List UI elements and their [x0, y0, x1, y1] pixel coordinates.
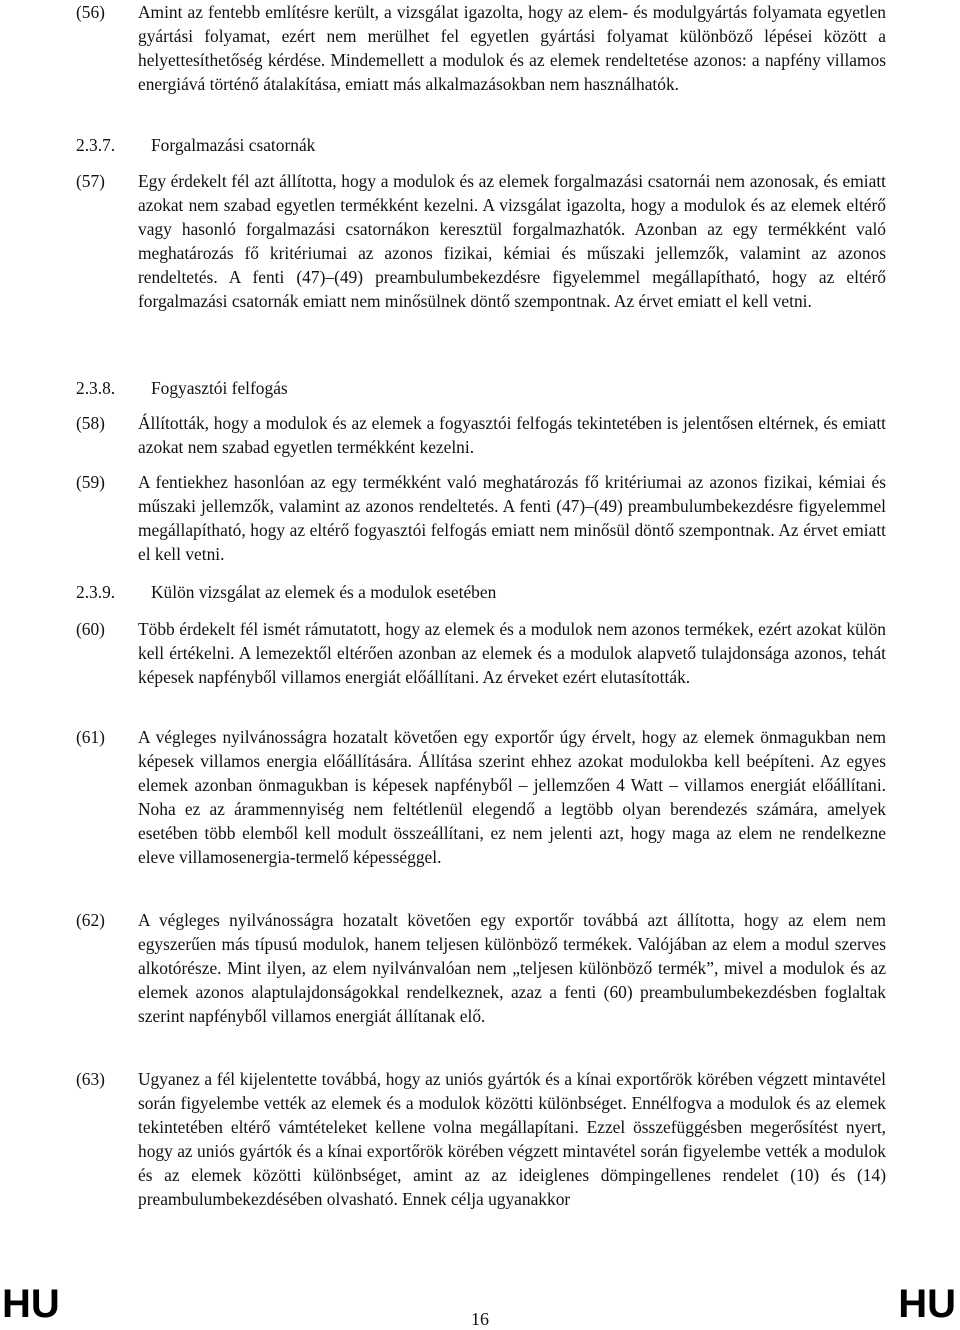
- section-heading-2-3-9: [76, 580, 886, 604]
- paragraph-56: [76, 0, 886, 96]
- section-title: Külön vizsgálat az elemek és a modulok esetében: [151, 582, 497, 602]
- section-title: Fogyasztói felfogás: [151, 378, 288, 398]
- section-heading-2-3-8: [76, 376, 886, 400]
- paragraph-61: [76, 725, 886, 869]
- paragraph-text: A végleges nyilvánosságra hozatalt követően egy exportőr továbbá azt állította, hogy az elem nem egyszerűen más típusú modulok, hanem teljesen különböző termékek. Valójában az elem a modul szerves alkotórésze. Mint ilyen, az elem nyilvánvalóan nem „teljesen különböző termék”, mivel a modulok és az elemek azonos alaptulajdonságokkal rendelkeznek, azaz a fenti (60) preambulumbekezdésben foglaltak szerint napfényből villamos energiát állítanak elő.: [138, 910, 886, 1026]
- paragraph-59: [76, 470, 886, 566]
- section-heading-2-3-7: [76, 133, 886, 157]
- paragraph-number: (59): [76, 472, 105, 492]
- paragraph-60: [76, 617, 886, 689]
- paragraph-63: [76, 1067, 886, 1211]
- section-number: 2.3.8.: [76, 378, 116, 398]
- paragraph-text: Egy érdekelt fél azt állította, hogy a modulok és az elemek forgalmazási csatornái nem azonosak, és emiatt azokat nem szabad egyetlen termékként kezelni. A vizsgálat igazolta, hogy a modulok és az elemek eltérő vagy hasonló forgalmazási csatornákon keresztül forgalmazhatók. Azonban az egy termékként való meghatározás fő kritériumai az azonos fizikai, kémiai és műszaki jellemzők, valamint az azonos rendeltetés. A fenti (47)–(49) preambulumbekezdésre figyelemmel megállapítható, hogy az eltérő forgalmazási csatornák emiatt nem minősülnek döntő szempontnak. Az érvet emiatt el kell vetni.: [138, 171, 886, 311]
- paragraph-text: Több érdekelt fél ismét rámutatott, hogy az elemek és a modulok nem azonos termékek, ezért azokat külön kell értékelni. A lemezektől eltérően azonban az elemek és a modulok alapvető tulajdonsága azonos, tehát képesek napfényből villamos energiát előállítani. Az érveket ezért elutasították.: [138, 619, 886, 687]
- paragraph-number: (61): [76, 727, 105, 747]
- paragraph-number: (60): [76, 619, 105, 639]
- paragraph-text: A fentiekhez hasonlóan az egy termékként való meghatározás fő kritériumai az azonos fizikai, kémiai és műszaki jellemzők, valamint az azonos rendeltetés. A fenti (47)–(49) preambulumbekezdésre figyelemmel megállapítható, hogy az eltérő fogyasztói felfogás emiatt nem minősül döntő szempontnak. Az érvet emiatt el kell vetni.: [138, 472, 886, 564]
- paragraph-text: Amint az fentebb említésre került, a vizsgálat igazolta, hogy az elem- és modulgyártás folyamata egyetlen gyártási folyamat, ezért nem merülhet fel egyetlen gyártási folyamat különböző lépései között a helyettesíthetőség kérdése. Mindemellett a modulok és az elemek rendeltetése azonos: a napfény villamos energiává történő átalakítása, emiatt más alkalmazásokban nem használhatók.: [138, 2, 886, 94]
- paragraph-number: (57): [76, 171, 105, 191]
- section-number: 2.3.9.: [76, 582, 116, 602]
- paragraph-number: (58): [76, 413, 105, 433]
- paragraph-57: [76, 169, 886, 313]
- paragraph-number: (63): [76, 1069, 105, 1089]
- page-number: 16: [471, 1309, 489, 1329]
- footer-language-code-right: HU: [898, 1282, 956, 1326]
- section-number: 2.3.7.: [76, 135, 116, 155]
- paragraph-text: Állították, hogy a modulok és az elemek a fogyasztói felfogás tekintetében is jelentősen eltérnek, és emiatt azokat nem szabad egyetlen termékként kezelni.: [138, 413, 886, 457]
- section-title: Forgalmazási csatornák: [151, 135, 316, 155]
- paragraph-number: (56): [76, 2, 105, 22]
- paragraph-text: Ugyanez a fél kijelentette továbbá, hogy az uniós gyártók és a kínai exportőrök körében végzett mintavétel során figyelembe vették az elemek és a modulok közötti különbséget. Ennélfogva a modulok és az elemek tekintetében eltérő vámtételeket kellene volna megállapítani. Ezzel összefüggésben megerősítést nyert, hogy az uniós gyártók és a kínai exportőrök körében végzett mintavétel során figyelembe vették a modulok és az elemek közötti különbséget, amint az az ideiglenes dömpingellenes rendelet (10) és (14) preambulumbekezdésében olvasható. Ennek célja ugyanakkor: [138, 1069, 886, 1209]
- paragraph-58: [76, 411, 886, 459]
- paragraph-text: A végleges nyilvánosságra hozatalt követően egy exportőr úgy érvelt, hogy az elemek önmagukban nem képesek villamos energia előállítására. Állítása szerint ehhez azokat modulokba kell beépíteni. Az egyes elemek azonban önmagukban is képesek napfényből – jellemzően 4 Watt – villamos energiát előállítani. Noha ez az árammennyiség nem feltétlenül elegendő a legtöbb olyan berendezés számára, amelyek esetében több elemből kell modult összeállítani, ez nem jelenti azt, hogy maga az elem ne rendelkezne eleve villamosenergia-termelő képességgel.: [138, 727, 886, 867]
- footer-language-code-left: HU: [2, 1282, 60, 1326]
- paragraph-number: (62): [76, 910, 105, 930]
- paragraph-62: [76, 908, 886, 1028]
